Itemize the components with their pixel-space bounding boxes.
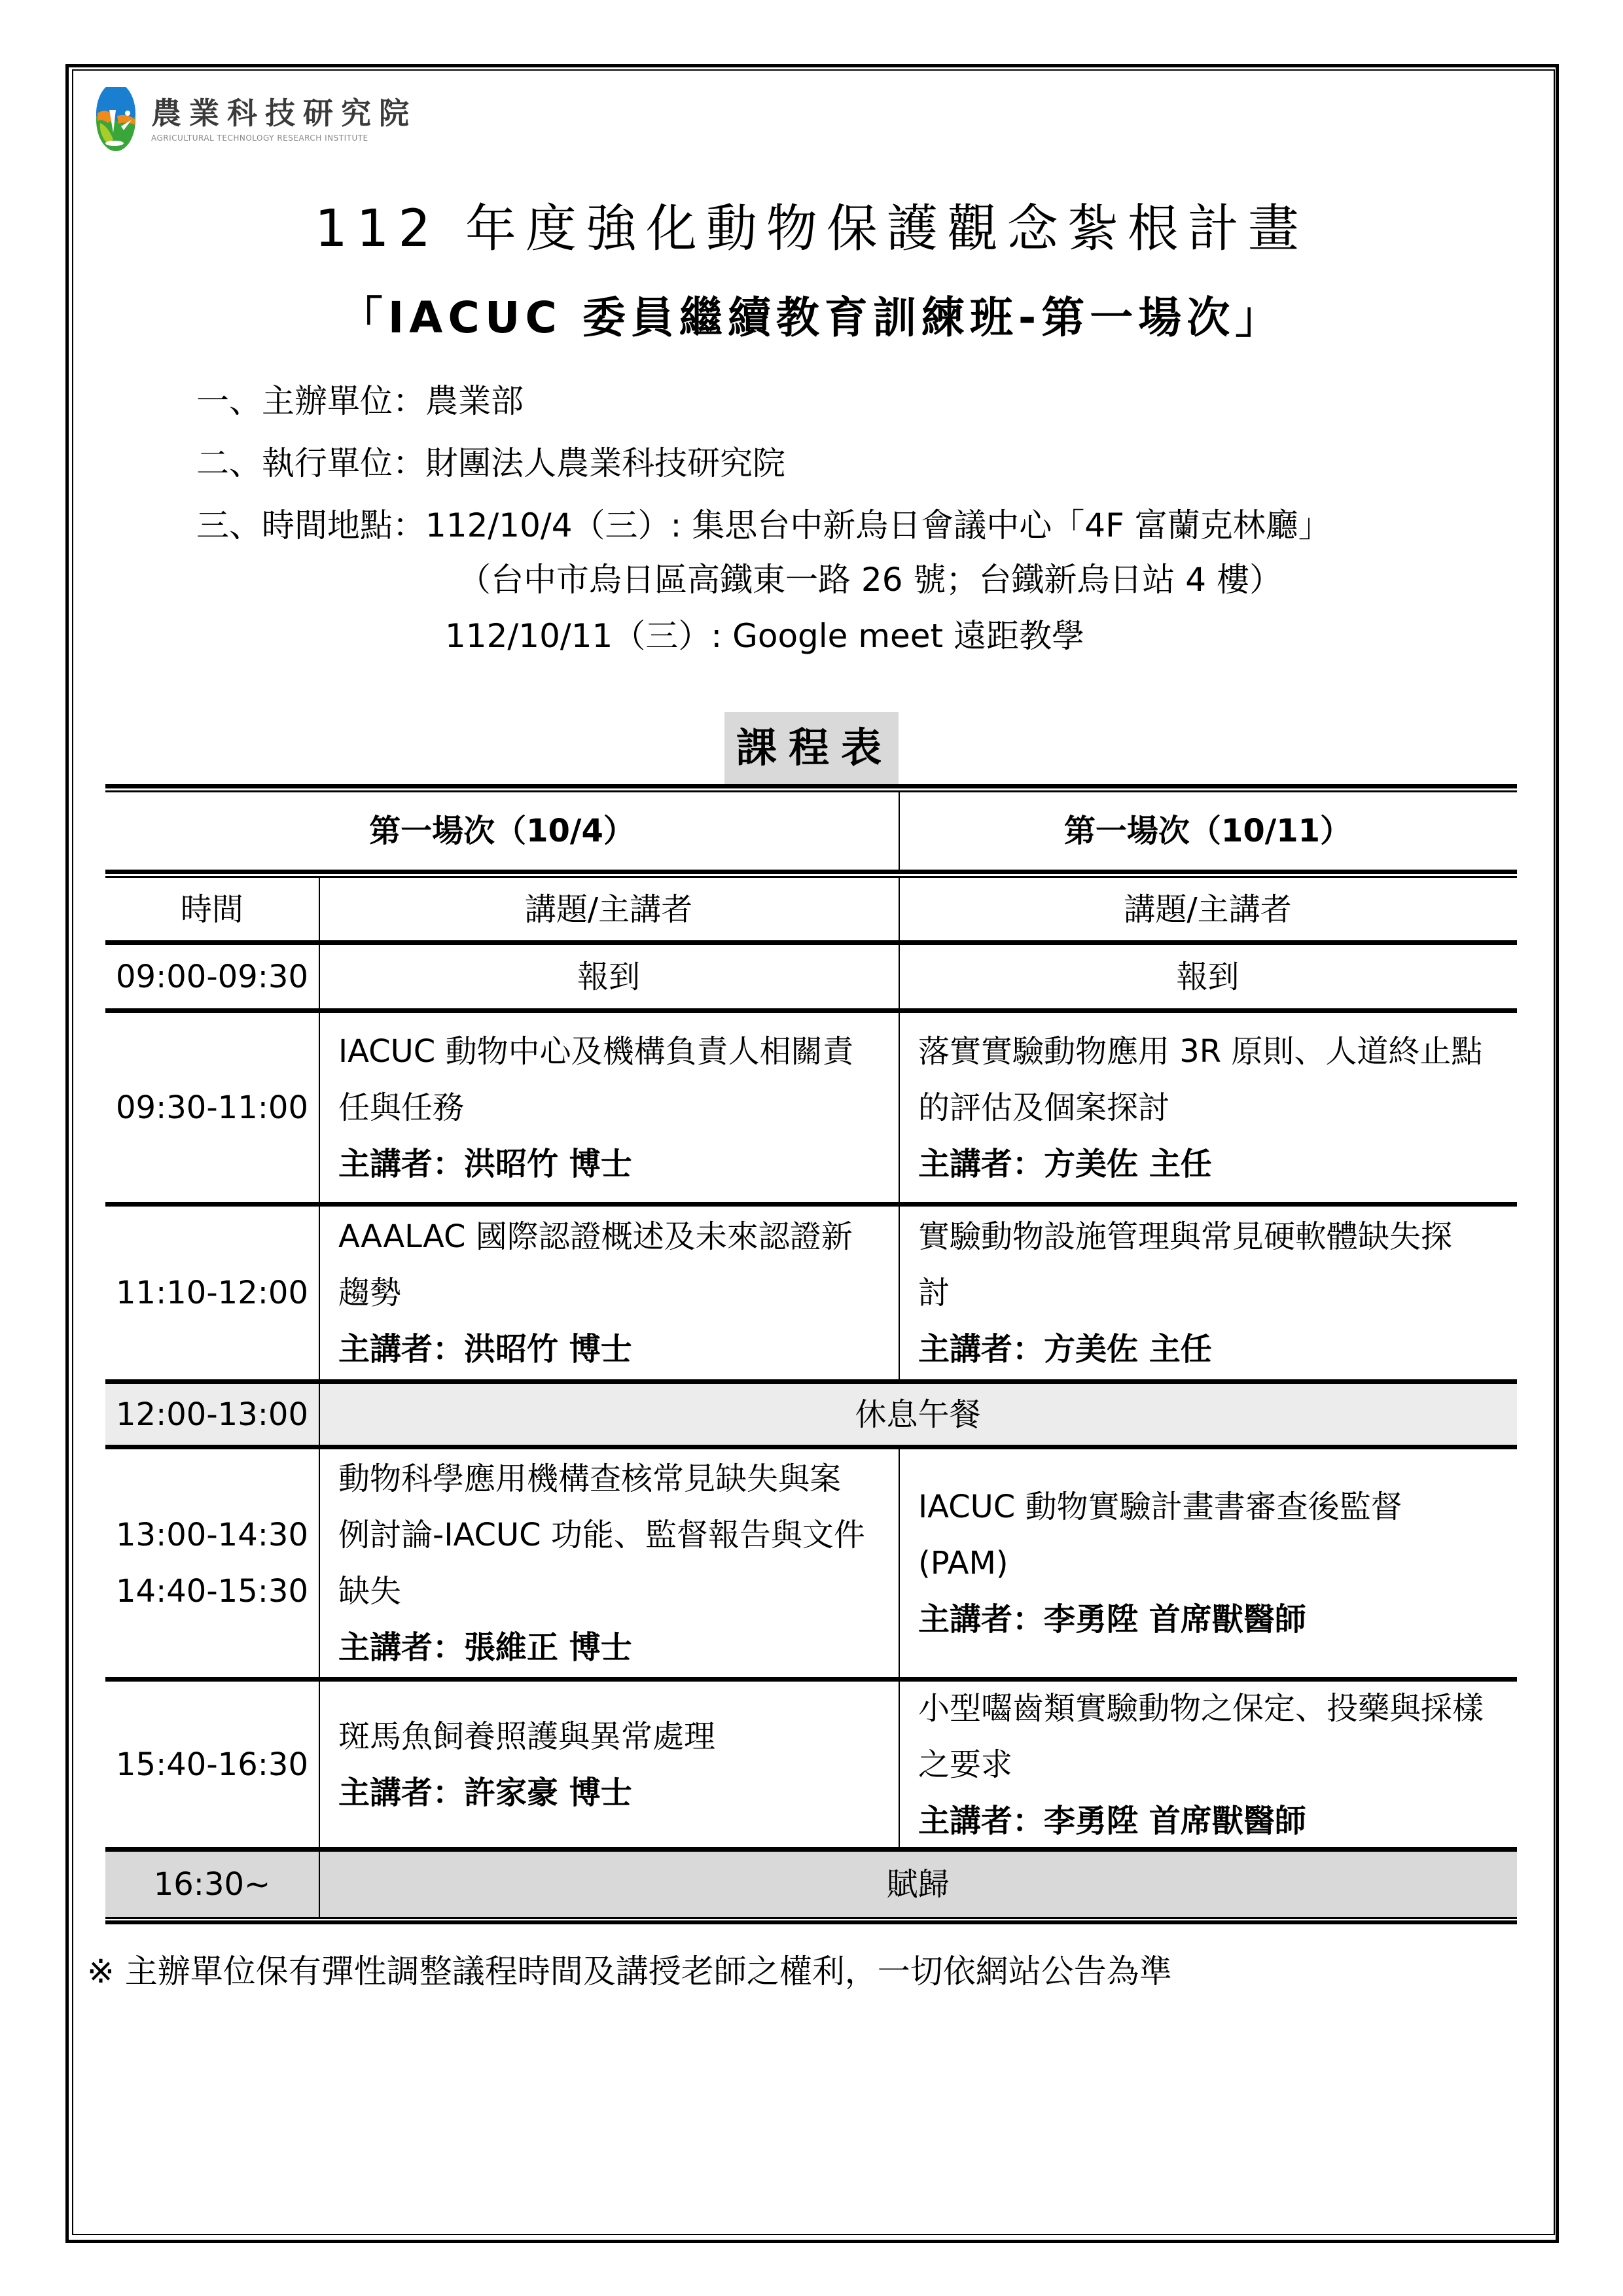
session-1-topic-cell	[319, 945, 899, 1008]
topic-line: 缺失	[338, 1573, 402, 1610]
table-top-rule-thick	[105, 784, 1517, 788]
column-header-rule	[105, 940, 1517, 945]
session-1-topic-cell	[319, 1013, 899, 1202]
merged-cell	[319, 1384, 1517, 1445]
table-column-rule	[319, 1384, 320, 1445]
topic-line: AAALAC 國際認證概述及未來認證新	[338, 1218, 853, 1255]
info-time-place-label: 三、時間地點：	[196, 506, 425, 544]
merged-cell-label: 休息午餐	[855, 1396, 981, 1433]
row-rule	[105, 1202, 1517, 1207]
info-time-place	[196, 506, 1331, 545]
session-header-1	[105, 792, 899, 870]
table-column-rule	[899, 792, 900, 870]
table-column-rule	[319, 1207, 320, 1379]
speaker-label: 主講者：方美佐 主任	[918, 1331, 1212, 1368]
table-column-rule	[899, 1449, 900, 1677]
header-rule-thick	[105, 870, 1517, 874]
session-1-topic-cell	[319, 1682, 899, 1847]
time-range: 15:40-16:30	[116, 1746, 308, 1783]
table-column-rule	[319, 945, 320, 1008]
speaker-label: 主講者：許家豪 博士	[338, 1774, 632, 1811]
logo-english-name: AGRICULTURAL TECHNOLOGY RESEARCH INSTITUTE	[151, 133, 368, 143]
topic-line: 落實實驗動物應用 3R 原則、人道終止點	[918, 1033, 1483, 1070]
column-header-topic-1-label: 講題/主講者	[524, 891, 693, 928]
row-rule	[105, 1379, 1517, 1384]
logo-chinese-name: 農業科技研究院	[151, 95, 417, 131]
table-column-rule	[899, 1207, 900, 1379]
session-2-topic-cell	[899, 1207, 1517, 1379]
table-column-rule	[899, 1013, 900, 1202]
row-rule	[105, 1847, 1517, 1852]
topic-line: 的評估及個案探討	[918, 1089, 1170, 1126]
time-range: 14:40-15:30	[116, 1573, 308, 1610]
topic-line: 之要求	[918, 1746, 1013, 1783]
topic-line: 任與任務	[338, 1089, 465, 1126]
info-session1-venue: 112/10/4（三）: 集思台中新烏日會議中心「4F 富蘭克林廳」	[425, 506, 1331, 544]
table-column-rule	[319, 1682, 320, 1847]
session-2-topic-cell	[899, 1682, 1517, 1847]
session-header-1-label: 第一場次（10/4）	[369, 813, 635, 849]
session-2-topic-cell	[899, 1449, 1517, 1677]
merged-cell-label: 賦歸	[886, 1866, 950, 1903]
time-range: 16:30~	[153, 1866, 271, 1903]
speaker-label: 主講者：洪昭竹 博士	[338, 1331, 632, 1368]
topic-line: IACUC 動物實驗計畫書審查後監督	[918, 1489, 1402, 1525]
session-2-topic-cell	[899, 945, 1517, 1008]
topic-line: IACUC 動物中心及機構負責人相關責	[338, 1033, 854, 1070]
table-column-rule	[319, 1449, 320, 1677]
speaker-label: 主講者：張維正 博士	[338, 1629, 632, 1666]
institute-logo	[95, 85, 417, 154]
session-2-topic-cell	[899, 1013, 1517, 1202]
table-column-rule	[319, 878, 320, 940]
topic-line: 討	[918, 1275, 950, 1311]
table-column-rule	[319, 1013, 320, 1202]
time-range: 13:00-14:30	[116, 1517, 308, 1553]
time-cell	[105, 1852, 319, 1917]
time-cell	[105, 1207, 319, 1379]
table-column-rule	[899, 1682, 900, 1847]
time-cell	[105, 1682, 319, 1847]
topic-line: 小型囓齒類實驗動物之保定、投藥與採樣	[918, 1689, 1484, 1727]
session-1-topic-cell	[319, 1449, 899, 1677]
topic-line: 趨勢	[338, 1275, 402, 1311]
document-subtitle: 「IACUC 委員繼續教育訓練班-第一場次」	[339, 292, 1284, 343]
time-range: 09:30-11:00	[116, 1089, 308, 1126]
topic-line: (PAM)	[918, 1545, 1008, 1581]
time-range: 09:00-09:30	[116, 958, 308, 995]
info-executor: 二、執行單位：財團法人農業科技研究院	[196, 444, 785, 482]
table-bottom-rule-thick	[105, 1920, 1517, 1924]
session-header-2	[899, 792, 1517, 870]
speaker-label: 主講者：方美佐 主任	[918, 1145, 1212, 1182]
speaker-label: 主講者：洪昭竹 博士	[338, 1145, 632, 1182]
topic-line: 動物科學應用機構查核常見缺失與案	[338, 1460, 842, 1497]
time-cell	[105, 945, 319, 1008]
column-header-topic-2	[899, 878, 1517, 940]
table-column-rule	[899, 878, 900, 940]
row-rule	[105, 1008, 1517, 1013]
time-cell	[105, 1449, 319, 1677]
time-cell	[105, 1384, 319, 1445]
topic-line: 實驗動物設施管理與常見硬軟體缺失探	[918, 1218, 1453, 1255]
info-session2-venue: 112/10/11（三）: Google meet 遠距教學	[445, 617, 1085, 655]
schedule-title: 課程表	[724, 712, 899, 784]
row-rule	[105, 1445, 1517, 1449]
column-header-time	[105, 878, 319, 940]
time-range: 11:10-12:00	[116, 1275, 308, 1311]
footnote: ※ 主辦單位保有彈性調整議程時間及講授老師之權利，一切依網站公告為準	[87, 1952, 1172, 1990]
time-range: 12:00-13:00	[116, 1396, 308, 1433]
speaker-label: 主講者：李勇陞 首席獸醫師	[918, 1601, 1306, 1638]
table-bottom-rule-thin	[105, 1917, 1517, 1919]
topic-line: 斑馬魚飼養照護與異常處理	[338, 1718, 716, 1755]
table-column-rule	[899, 945, 900, 1008]
session-1-topic-cell	[319, 1207, 899, 1379]
document-title: 112 年度強化動物保護觀念紮根計畫	[315, 200, 1308, 258]
speaker-label: 主講者：李勇陞 首席獸醫師	[918, 1802, 1306, 1839]
topic-line: 報到	[577, 958, 640, 995]
column-header-topic-1	[319, 878, 899, 940]
table-column-rule	[319, 1852, 320, 1917]
topic-line: 報到	[1176, 958, 1240, 995]
info-session1-address: （台中市烏日區高鐵東一路 26 號；台鐵新烏日站 4 樓）	[458, 561, 1283, 599]
column-header-time-label: 時間	[180, 891, 243, 928]
topic-line: 例討論-IACUC 功能、監督報告與文件	[338, 1517, 865, 1553]
logo-emblem-icon	[95, 87, 137, 152]
time-cell	[105, 1013, 319, 1202]
column-header-topic-2-label: 講題/主講者	[1124, 891, 1292, 928]
info-organizer: 一、主辦單位：農業部	[196, 382, 524, 420]
merged-cell	[319, 1852, 1517, 1917]
session-header-2-label: 第一場次（10/11）	[1063, 813, 1352, 849]
